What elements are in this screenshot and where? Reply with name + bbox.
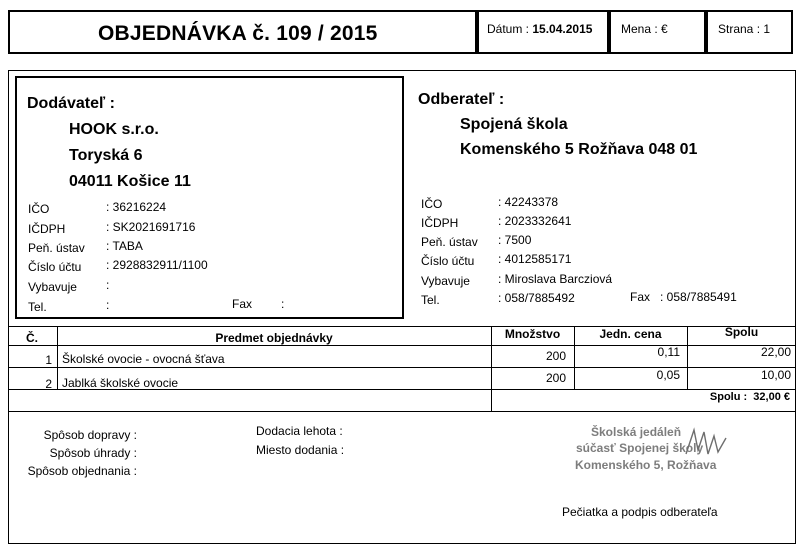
stamp-line: Školská jedáleň [591, 425, 682, 439]
customer-fax: 058/7885491 [666, 290, 737, 304]
customer-heading: Odberateľ : [418, 91, 505, 108]
row-unit-price: 0,11 [657, 345, 680, 359]
customer-fax-label: Fax [630, 290, 651, 304]
customer-field-value: : Miroslava Barcziová [498, 272, 613, 286]
customer-address: Komenského 5 Rožňava 048 01 [460, 141, 698, 158]
order-method-label: Spôsob objednania : [27, 464, 137, 478]
supplier-fax-value: : [281, 297, 285, 311]
col-header-subject: Predmet objednávky [215, 331, 333, 345]
page-field [718, 22, 770, 36]
supplier-field-value: : 2928832911/1100 [106, 258, 208, 272]
order-title: OBJEDNÁVKA č. 109 / 2015 [98, 22, 378, 45]
supplier-field-label: IČDPH [28, 222, 66, 236]
signature-label: Pečiatka a podpis odberateľa [562, 505, 718, 519]
delivery-term-label: Dodacia lehota : [256, 424, 343, 438]
row-num: 2 [45, 377, 52, 391]
sum-label: Spolu : [709, 391, 748, 403]
customer-field-value: : 42243378 [498, 195, 559, 209]
supplier-field-value: : TABA [106, 239, 143, 253]
customer-field-value: : 4012585171 [498, 252, 572, 266]
col-header-qty: Množstvo [504, 327, 561, 341]
supplier-field-label: IČO [28, 202, 50, 216]
sum-row [600, 391, 790, 403]
supplier-field-label: Tel. [28, 300, 47, 314]
row-total: 22,00 [760, 345, 791, 359]
supplier-heading: Dodávateľ : [27, 95, 115, 112]
page-value: 1 [763, 22, 771, 36]
stamp-line: Komenského 5, Rožňava [575, 458, 717, 472]
customer-field-label: IČDPH [421, 216, 459, 230]
date-label: Dátum : [487, 22, 530, 36]
supplier-name: HOOK s.r.o. [69, 121, 159, 138]
supplier-icdph: SK2021691716 [112, 220, 196, 234]
supplier-ico: 36216224 [112, 200, 167, 214]
date-value: 15.04.2015 [532, 22, 593, 36]
supplier-field-label: Vybavuje [28, 280, 77, 294]
sum-value: 32,00 € [753, 391, 790, 403]
supplier-field-value: : SK2021691716 [106, 220, 196, 234]
customer-account: 4012585171 [504, 252, 572, 266]
customer-field-label: Číslo účtu [421, 254, 475, 268]
customer-field-label: IČO [421, 197, 443, 211]
supplier-account: 2928832911/1100 [112, 258, 208, 272]
customer-field-label: Vybavuje [421, 274, 470, 288]
signature-icon [682, 424, 732, 460]
customer-field-label: Tel. [421, 293, 440, 307]
customer-fax-value: : 058/7885491 [660, 290, 737, 304]
transport-label: Spôsob dopravy : [43, 428, 137, 442]
row-num: 1 [45, 353, 52, 367]
customer-field-label: Peň. ústav [421, 235, 478, 249]
customer-name: Spojená škola [460, 116, 568, 133]
supplier-field-value: : [106, 298, 110, 312]
col-header-unit-price: Jedn. cena [599, 327, 662, 341]
supplier-fax-label: Fax [232, 297, 253, 311]
customer-field-value: : 2023332641 [498, 214, 572, 228]
col-header-num: Č. [26, 331, 38, 345]
delivery-place-label: Miesto dodania : [256, 443, 345, 457]
supplier-field-value: : 36216224 [106, 200, 167, 214]
row-unit-price: 0,05 [656, 368, 680, 382]
customer-bank: 7500 [504, 233, 532, 247]
customer-contact: Miroslava Barcziová [504, 272, 613, 286]
row-subject: Školské ovocie - ovocná šťava [62, 352, 225, 366]
customer-field-value: : 7500 [498, 233, 532, 247]
supplier-city: 04011 Košice 11 [69, 173, 191, 190]
supplier-bank: TABA [112, 239, 143, 253]
currency-label: Mena : [621, 22, 658, 36]
customer-ico: 42243378 [504, 195, 559, 209]
supplier-field-label: Peň. ústav [28, 241, 85, 255]
currency-value: € [661, 22, 668, 36]
col-header-total: Spolu [724, 325, 759, 339]
supplier-street: Toryská 6 [69, 147, 143, 164]
row-qty: 200 [545, 349, 566, 363]
customer-phone: 058/7885492 [504, 291, 575, 305]
row-qty: 200 [545, 371, 566, 385]
payment-label: Spôsob úhrady : [49, 446, 137, 460]
currency-field [621, 22, 668, 36]
customer-field-value: : 058/7885492 [498, 291, 575, 305]
supplier-field-label: Číslo účtu [28, 260, 82, 274]
page-label: Strana : [718, 22, 761, 36]
customer-icdph: 2023332641 [504, 214, 572, 228]
supplier-field-value: : [106, 278, 110, 292]
sum-line [8, 411, 796, 412]
row-subject: Jablká školské ovocie [62, 376, 179, 390]
row-total: 10,00 [760, 368, 791, 382]
date-field [487, 22, 592, 36]
stamp-line: súčasť Spojenej školy [576, 441, 704, 455]
